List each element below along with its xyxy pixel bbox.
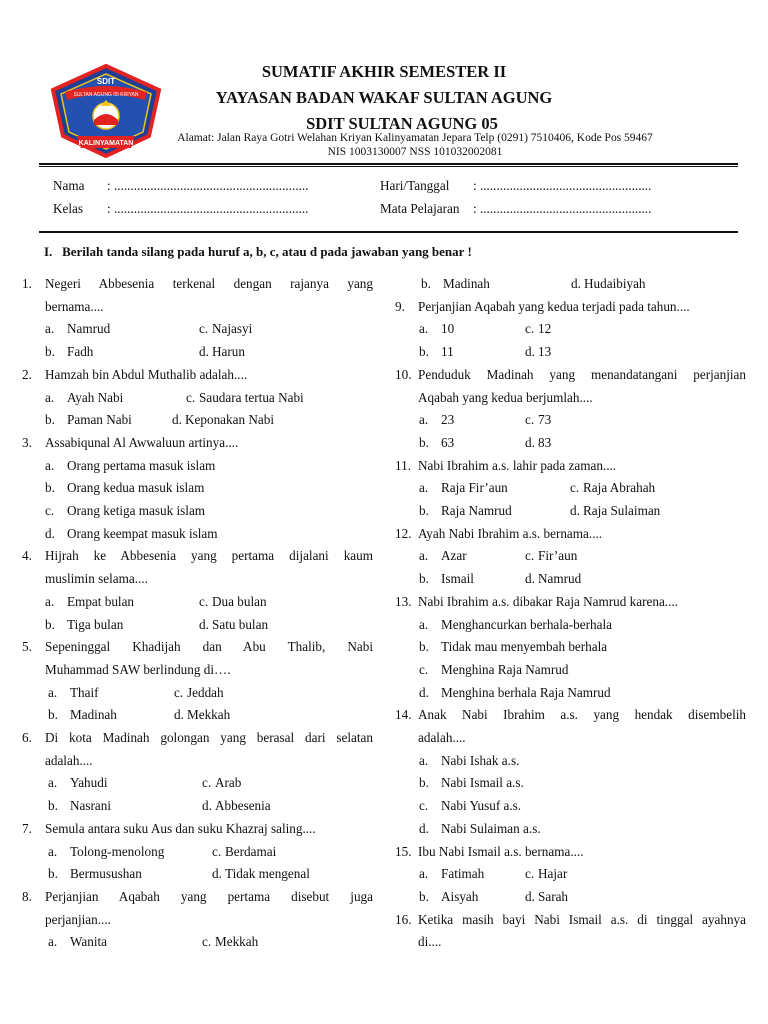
svg-text:SDIT: SDIT (96, 77, 116, 86)
option-text: Raja Fir’aun (441, 480, 508, 496)
option-text: Menghina Raja Namrud (441, 661, 569, 677)
option-letter[interactable]: b. (48, 866, 58, 882)
question-text-continued: bernama.... (45, 298, 104, 314)
question-text: Anak Nabi Ibrahim a.s. yang hendak disembelih (418, 707, 746, 723)
option-letter[interactable]: a. (48, 843, 58, 859)
school-ids: NIS 1003130007 NSS 101032002081 (327, 145, 503, 158)
question-text: Nabi Ibrahim a.s. lahir pada zaman.... (418, 457, 617, 473)
hari-tanggal-label: Hari/Tanggal (380, 178, 450, 193)
option-letter[interactable]: d. (202, 798, 212, 814)
option-letter[interactable]: d. (525, 888, 535, 904)
school-address-block (150, 132, 680, 159)
option-letter[interactable]: d. (525, 434, 535, 450)
option-text: Jeddah (187, 684, 224, 700)
option-text: Madinah (70, 707, 117, 723)
option-text: Orang pertama masuk islam (67, 457, 216, 473)
question-text: Assabiqunal Al Awwaluun artinya.... (45, 434, 239, 450)
option-letter[interactable]: d. (571, 276, 581, 291)
svg-text:KALINYAMATAN: KALINYAMATAN (78, 140, 134, 147)
question-number: 13. (395, 593, 412, 609)
question-text: Semula antara suku Aus dan suku Khazraj saling.... (45, 820, 316, 836)
question-text-continued: Aqabah yang kedua berjumlah.... (418, 389, 593, 405)
nama-label: Nama (53, 178, 85, 193)
option-letter[interactable]: a. (45, 593, 55, 609)
option-text: Nasrani (70, 798, 112, 814)
option-letter[interactable]: a. (45, 457, 55, 473)
option-letter[interactable]: a. (419, 752, 429, 768)
kelas-field[interactable]: : ........................................................... (107, 201, 309, 216)
svg-text:SULTAN AGUNG 05 KRIYAN: SULTAN AGUNG 05 KRIYAN (73, 92, 139, 98)
option-text: Hajar (538, 866, 568, 882)
option-text: Berdamai (225, 843, 277, 859)
question-number: 9. (395, 298, 405, 314)
question-text-continued: muslimin selama.... (45, 571, 148, 587)
mata-pelajaran-field[interactable]: : .................................................... (473, 201, 652, 216)
option-letter[interactable]: a. (48, 934, 58, 950)
option-letter[interactable]: d. (199, 344, 209, 360)
kelas-label: Kelas (53, 201, 84, 216)
identity-divider (39, 231, 738, 233)
option-text: Tidak mengenal (225, 866, 310, 882)
question-text: Hijrah ke Abbesenia yang pertama dijalani kaum (45, 548, 373, 564)
option-text: 23 (441, 412, 455, 428)
option-text: Tolong-menolong (70, 843, 165, 859)
question-text: Ketika masih bayi Nabi Ismail a.s. di tinggal ayahnya (418, 911, 746, 927)
option-letter[interactable]: c. (202, 775, 212, 791)
option-letter[interactable]: d. (172, 412, 182, 428)
option-letter[interactable]: c. (525, 866, 535, 882)
option-letter[interactable]: d. (199, 616, 209, 632)
option-letter[interactable]: c. (186, 389, 196, 405)
option-letter[interactable]: c. (212, 843, 222, 859)
option-letter[interactable]: a. (419, 866, 429, 882)
option-letter[interactable]: a. (419, 480, 429, 496)
option-letter[interactable]: c. (45, 503, 55, 518)
question-text: Ayah Nabi Ibrahim a.s. bernama.... (418, 525, 603, 541)
option-text: Paman Nabi (67, 412, 132, 428)
option-text: Wanita (70, 934, 108, 950)
option-letter[interactable]: b. (419, 639, 429, 655)
question-text: Sepeninggal Khadijah dan Abu Thalib, Nabi (45, 639, 373, 655)
option-letter[interactable]: a. (48, 775, 58, 791)
question-text: Di kota Madinah golongan yang berasal dari selatan (45, 730, 373, 745)
option-text: Raja Sulaiman (583, 503, 661, 518)
option-text: Keponakan Nabi (185, 412, 274, 428)
option-letter[interactable]: d. (419, 684, 429, 700)
school-address: Alamat: Jalan Raya Gotri Welahan Kriyan Kalinyamatan Jepara Telp (0291) 7510406, Kode Pos 59467 (177, 132, 653, 144)
option-letter[interactable]: b. (45, 616, 55, 632)
option-letter[interactable]: a. (419, 412, 429, 428)
option-text: Nabi Yusuf a.s. (441, 798, 522, 814)
option-letter[interactable]: c. (419, 661, 429, 677)
option-text: 12 (538, 321, 552, 337)
option-letter[interactable]: b. (45, 480, 55, 496)
option-text: Bermusushan (70, 866, 142, 882)
instruction-text: Berilah tanda silang pada huruf a, b, c, atau d pada jawaban yang benar ! (62, 244, 472, 259)
option-text: Namrud (67, 321, 111, 337)
option-letter[interactable]: a. (45, 389, 55, 405)
foundation-name: YAYASAN BADAN WAKAF SULTAN AGUNG (215, 88, 553, 107)
question-number: 1. (22, 276, 32, 291)
question-text-continued: adalah.... (418, 730, 466, 745)
option-letter[interactable]: b. (45, 344, 55, 360)
question-text: Ibu Nabi Ismail a.s. bernama.... (418, 843, 584, 859)
question-number: 6. (22, 730, 32, 745)
section-roman: I. (44, 244, 53, 259)
question-text: Perjanjian Aqabah yang kedua terjadi pada tahun.... (418, 298, 690, 314)
option-text: Raja Namrud (441, 503, 512, 518)
option-text: Satu bulan (212, 616, 269, 632)
option-text: Thaif (70, 684, 99, 700)
question-text: Penduduk Madinah yang menandatangani perjanjian (418, 366, 746, 382)
option-letter[interactable]: b. (419, 775, 429, 791)
option-text: Orang ketiga masuk islam (67, 503, 206, 518)
option-text: Abbesenia (215, 798, 271, 814)
option-letter[interactable]: a. (45, 321, 55, 337)
option-letter[interactable]: b. (419, 344, 429, 360)
question-text: Nabi Ibrahim a.s. dibakar Raja Namrud karena.... (418, 593, 678, 609)
option-letter[interactable]: c. (174, 684, 184, 700)
question-number: 16. (395, 911, 412, 927)
option-text: Ayah Nabi (67, 389, 124, 405)
option-text: Fir’aun (538, 548, 578, 564)
option-letter[interactable]: c. (525, 548, 535, 564)
option-letter[interactable]: c. (570, 480, 580, 496)
option-letter[interactable]: d. (45, 525, 55, 541)
question-number: 2. (22, 366, 32, 382)
header-divider-thin (39, 166, 738, 167)
option-text: 11 (441, 344, 454, 360)
question-number: 7. (22, 820, 32, 836)
option-letter[interactable]: d. (570, 503, 580, 518)
option-letter[interactable]: b. (419, 503, 429, 518)
school-name: SDIT SULTAN AGUNG 05 (306, 114, 498, 133)
section-instruction (44, 244, 472, 260)
option-text: Orang kedua masuk islam (67, 480, 205, 496)
question-number: 4. (22, 548, 32, 564)
option-text: Sarah (538, 888, 569, 904)
question-text: Perjanjian Aqabah yang pertama disebut juga (45, 888, 373, 904)
option-text: Fadh (67, 344, 94, 360)
option-text: Arab (215, 775, 242, 791)
option-text: Empat bulan (67, 593, 135, 609)
option-letter[interactable]: c. (199, 321, 209, 337)
option-text: 83 (538, 434, 552, 450)
option-text: Dua bulan (212, 593, 267, 609)
question-number: 5. (22, 639, 32, 655)
option-letter[interactable]: a. (48, 684, 58, 700)
option-text: Orang keempat masuk islam (67, 525, 218, 541)
option-letter[interactable]: a. (419, 321, 429, 337)
option-text: Saudara tertua Nabi (199, 389, 304, 405)
option-text: Yahudi (70, 775, 108, 791)
option-text: Harun (212, 344, 245, 360)
question-text-continued: Muhammad SAW berlindung di…. (45, 661, 231, 677)
option-text: Raja Abrahah (583, 480, 656, 496)
option-letter[interactable]: a. (419, 616, 429, 632)
option-text: Nabi Sulaiman a.s. (441, 820, 541, 836)
option-letter[interactable]: b. (419, 571, 429, 587)
option-text: Menghancurkan berhala-berhala (441, 616, 612, 632)
question-text: Negeri Abbesenia terkenal dengan rajanya yang (45, 276, 373, 291)
question-text-continued: adalah.... (45, 752, 93, 768)
option-text: Tiga bulan (67, 616, 124, 632)
option-letter[interactable]: b. (48, 798, 58, 814)
option-text: Madinah (443, 276, 490, 291)
option-text: Namrud (538, 571, 582, 587)
option-letter[interactable]: c. (525, 412, 535, 428)
option-letter[interactable]: c. (419, 798, 429, 814)
option-letter[interactable]: a. (419, 548, 429, 564)
option-letter[interactable]: c. (525, 321, 535, 337)
option-text: Nabi Ishak a.s. (441, 752, 520, 768)
option-letter[interactable]: c. (199, 593, 209, 609)
question-number: 11. (395, 457, 411, 473)
option-letter[interactable]: d. (174, 707, 184, 723)
question-number: 10. (395, 366, 412, 382)
option-letter[interactable]: b. (45, 412, 55, 428)
option-text: 63 (441, 434, 455, 450)
option-letter[interactable]: b. (419, 434, 429, 450)
option-text: Tidak mau menyembah berhala (441, 639, 608, 655)
option-letter[interactable]: d. (419, 820, 429, 836)
nama-field[interactable]: : ........................................................... (107, 178, 309, 193)
option-letter[interactable]: d. (212, 866, 222, 882)
option-text: Fatimah (441, 866, 485, 882)
option-text: Menghina berhala Raja Namrud (441, 684, 611, 700)
option-text: Nabi Ismail a.s. (441, 775, 524, 791)
option-text: Mekkah (187, 707, 231, 723)
question-number: 15. (395, 843, 412, 859)
option-letter[interactable]: b. (48, 707, 58, 723)
option-text: Ismail (441, 571, 474, 587)
option-text: 73 (538, 412, 552, 428)
option-text: Hudaibiyah (584, 276, 646, 291)
header-divider (39, 163, 738, 165)
option-text: Najasyi (212, 321, 253, 337)
question-text: Hamzah bin Abdul Muthalib adalah.... (45, 366, 248, 382)
hari-tanggal-field[interactable]: : .................................................... (473, 178, 652, 193)
question-text-continued: perjanjian.... (45, 911, 111, 927)
option-letter[interactable]: b. (421, 276, 431, 291)
option-text: Mekkah (215, 934, 259, 950)
question-number: 12. (395, 525, 412, 541)
option-text: 10 (441, 321, 455, 337)
exam-title: SUMATIF AKHIR SEMESTER II (261, 62, 507, 81)
question-text-continued: di.... (418, 934, 442, 950)
option-letter[interactable]: b. (419, 888, 429, 904)
question-number: 14. (395, 707, 412, 723)
option-text: 13 (538, 344, 552, 360)
option-letter[interactable]: c. (202, 934, 212, 950)
question-number: 8. (22, 888, 32, 904)
mata-pelajaran-label: Mata Pelajaran (380, 201, 460, 216)
option-text: Azar (441, 548, 467, 564)
option-letter[interactable]: d. (525, 344, 535, 360)
question-number: 3. (22, 434, 32, 450)
option-letter[interactable]: d. (525, 571, 535, 587)
option-text: Aisyah (441, 888, 479, 904)
